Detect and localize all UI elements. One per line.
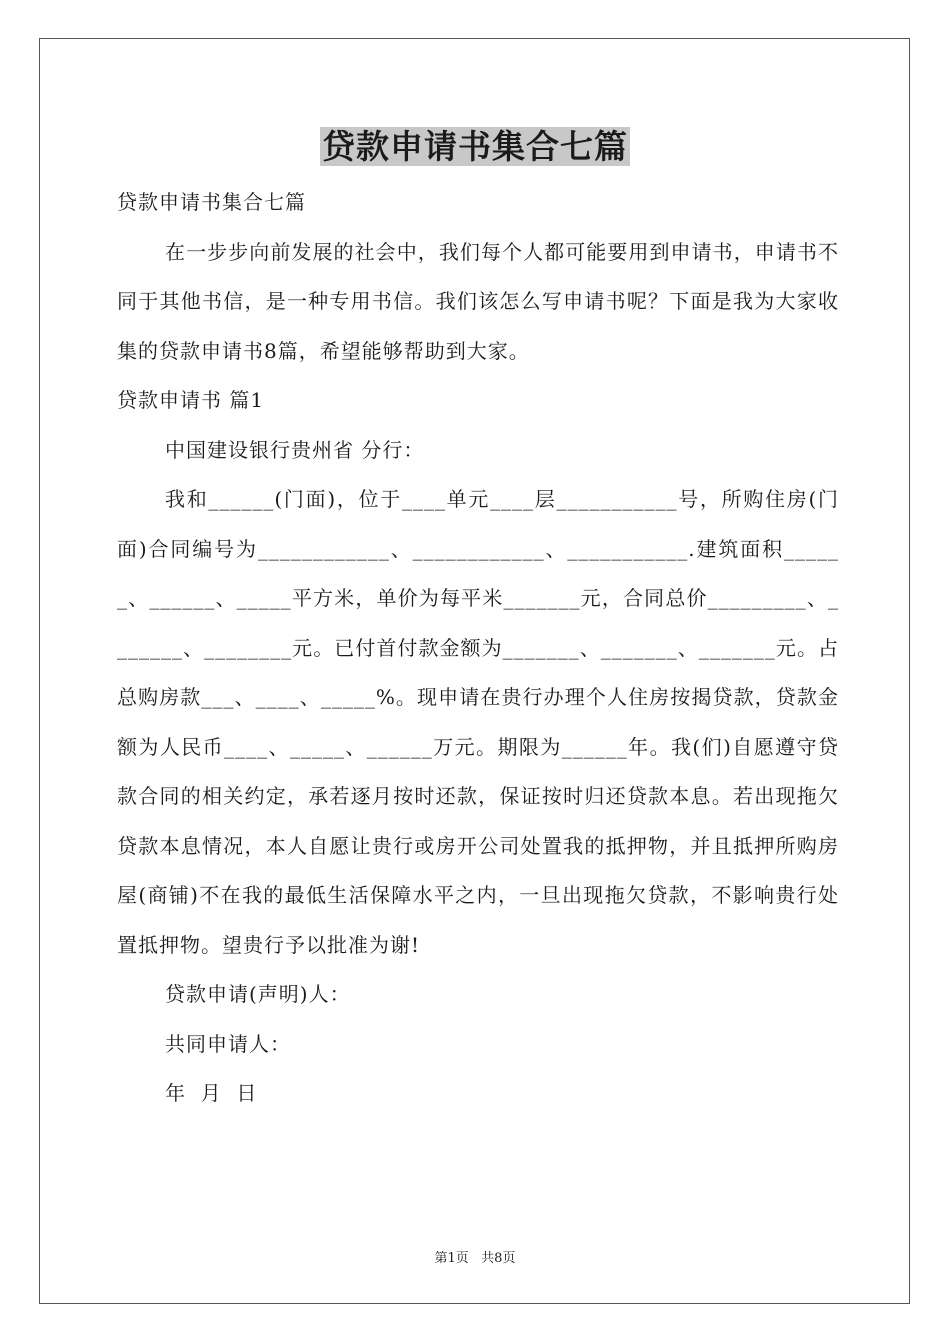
body-paragraph: 我和______(门面)，位于____单元____层___________号，所购住房(门面)合同编号为____________、____________、___________.建筑面积______、______、_____平方米，单价为每平米_______元，合同总价_________、_______、________元。已付首付款金额为_______、_______、_______元。占总购房款___、____、_____%。现申请在贵行办理个人住房按揭贷款，贷款金额为人民币____、_____、______万元。期限为______年。我(们)自愿遵守贷款合同的相关约定，承若逐月按时还款，保证按时归还贷款本息。若出现拖欠贷款本息情况，本人自愿让贵行或房开公司处置我的抵押物，并且抵押所购房屋(商铺)不在我的最低生活保障水平之内，一旦出现拖欠贷款，不影响贵行处置抵押物。望贵行予以批准为谢! [117,487,839,957]
date-line: 年 月 日 [165,1081,258,1105]
document-subtitle: 贷款申请书集合七篇 [117,190,306,214]
section-heading: 贷款申请书 篇1 [117,388,265,412]
page-number: 第1页 共8页 [434,1251,516,1266]
document-title [0,124,950,170]
document-title-text: 贷款申请书集合七篇 [322,127,628,166]
salutation: 中国建设银行贵州省 分行： [165,437,425,462]
applicant-line: 贷款申请(声明)人： [165,982,351,1006]
document-body [117,178,839,1119]
page-footer [0,1247,950,1266]
intro-paragraph: 在一步步向前发展的社会中，我们每个人都可能要用到申请书，申请书不同于其他书信，是一种专用书信。我们该怎么写申请书呢？下面是我为大家收集的贷款申请书8篇，希望能够帮助到大家。 [117,239,839,363]
co-applicant-line: 共同申请人： [165,1031,291,1056]
